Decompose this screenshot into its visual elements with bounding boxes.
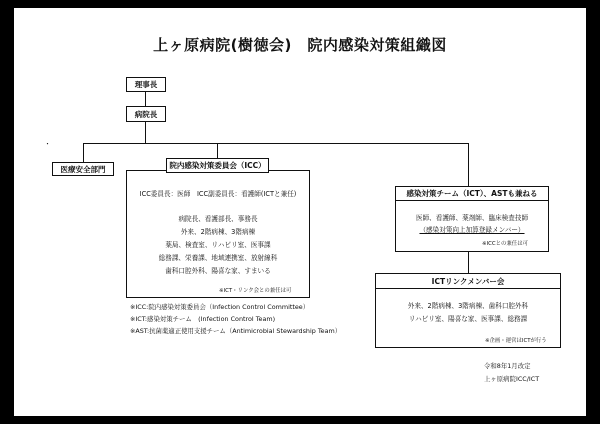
connector-ict-link — [468, 252, 469, 273]
icc-member-line: 歯科口腔外科、陽喜な家、すまいる — [165, 267, 271, 275]
link-footnote: ※企画・運営はICTが行う — [485, 338, 547, 344]
connector-ict-down — [468, 143, 469, 186]
icc-leaders: ICC委員長：医師 ICC副委員長：看護師(ICTと兼任) — [139, 190, 297, 198]
connector-safety-down — [83, 143, 84, 162]
connector-chairman-director — [145, 92, 146, 106]
ict-members: 医師、看護師、薬剤師、臨床検査技師 — [415, 214, 529, 222]
page-title: 上ヶ原病院(樹徳会) 院内感染対策組織図 — [153, 36, 447, 54]
stray-dot: ・ — [44, 140, 51, 148]
chairman-box: 理事長 — [126, 77, 166, 92]
legend-ast: ※AST:抗菌薬適正使用支援チーム（Antimicrobial Stewardship Team） — [130, 327, 342, 335]
author: 上ヶ原病院ICC/ICT — [484, 375, 540, 383]
icc-member-line: 総務課、栄養課、地域連携室、放射線科 — [158, 254, 278, 262]
connector-director-down — [145, 122, 146, 143]
director-box: 病院長 — [126, 106, 166, 122]
link-title: ICTリンクメンバー会 — [375, 273, 561, 289]
ict-footnote: ※ICCとの兼任は可 — [482, 241, 528, 247]
revision-date: 令和8年1月改定 — [484, 362, 531, 370]
icc-footnote: ※ICT・リンク会との兼任は可 — [219, 288, 292, 294]
icc-member-line: 薬局、検査室、リハビリ室、医事課 — [165, 241, 271, 249]
ict-registered: （感染対策向上加算登録メンバー） — [419, 226, 525, 234]
ict-title: 感染対策チーム（ICT）、ASTも兼ねる — [395, 186, 549, 201]
legend-ict: ※ICT:感染対策チーム (Infection Control Team) — [130, 315, 276, 323]
icc-member-line: 外来、2階病棟、3階病棟 — [180, 228, 256, 236]
connector-horizontal-main — [83, 143, 468, 144]
legend-icc: ※ICC:院内感染対策委員会（Infection Control Committee） — [130, 303, 310, 311]
safety-dept-box: 医療安全部門 — [52, 162, 114, 176]
link-members-2: リハビリ室、陽喜な家、医事課、総務課 — [408, 315, 528, 323]
link-members-1: 外来、2階病棟、3階病棟、歯科口腔外科 — [407, 302, 529, 310]
icc-title: 院内感染対策委員会（ICC） — [166, 158, 269, 173]
icc-member-line: 病院長、看護部長、事務長 — [178, 215, 258, 223]
